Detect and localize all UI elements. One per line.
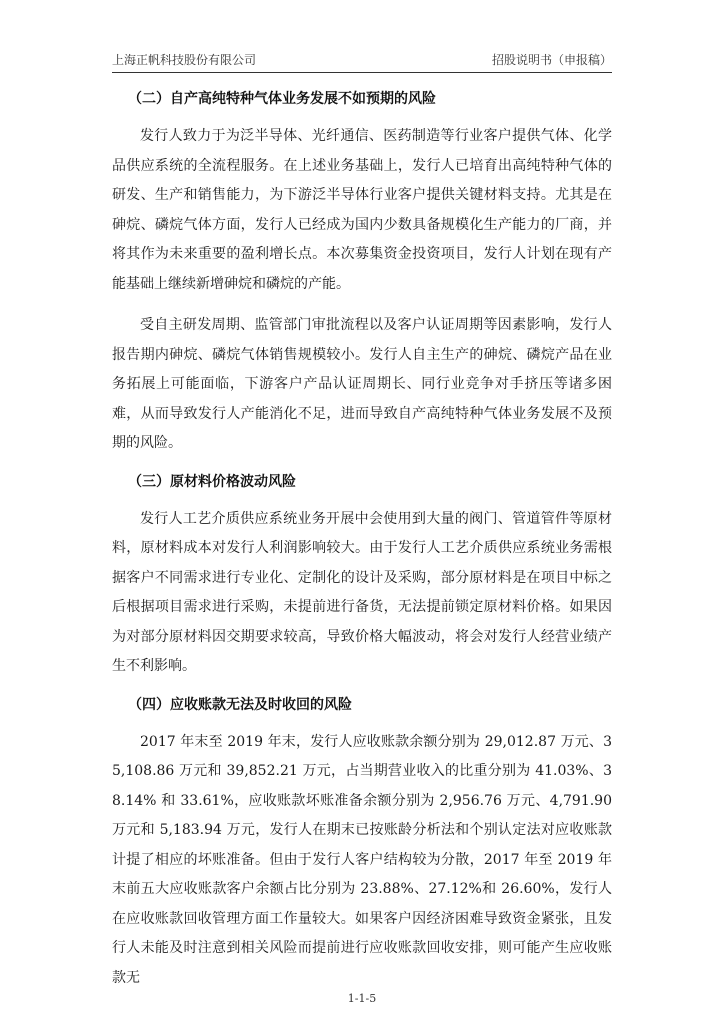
paragraph: 发行人工艺介质供应系统业务开展中会使用到大量的阀门、管道管件等原材料，原材料成本对发行人利润影响较大。由于发行人工艺介质供应系统业务需根据客户不同需求进行专业化、定制化的设计及采购，部分原材料是在项目中标之后根据项目需求进行采购，未提前进行备货，无法提前锁定原材料价格。如果因为对部分原材料因交期要求较高，导致价格大幅波动，将会对发行人经营业绩产生不利影响。 (112, 510, 612, 674)
section-heading: （四）应收账款无法及时收回的风险 (128, 696, 352, 713)
section-material-price-risk (112, 471, 612, 682)
section-product-risk (112, 88, 612, 459)
page-number: 1-1-5 (347, 992, 377, 1005)
paragraph: 发行人致力于为泛半导体、光纤通信、医药制造等行业客户提供气体、化学品供应系统的全流程服务。在上述业务基础上，发行人已培育出高纯特种气体的研发、生产和销售能力，为下游泛半导体行业客户提供关键材料支持。尤其是在砷烷、磷烷气体方面，发行人已经成为国内少数具备规模化生产能力的厂商，并将其作为未来重要的盈利增长点。本次募集资金投资项目，发行人计划在现有产能基础上继续新增砷烷和磷烷的产能。 (112, 128, 612, 292)
header-document-type: 招股说明书（申报稿） (491, 53, 612, 67)
document-body (112, 88, 612, 1005)
section-receivables-risk (112, 694, 612, 994)
paragraph: 受自主研发周期、监管部门审批流程以及客户认证周期等因素影响，发行人报告期内砷烷、磷烷气体销售规模较小。发行人自主生产的砷烷、磷烷产品在业务拓展上可能面临，下游客户产品认证周期长、同行业竞争对手挤压等诸多困难，从而导致发行人产能消化不足，进而导致自产高纯特种气体业务发展不及预期的风险。 (112, 317, 612, 451)
paragraph: 2017 年末至 2019 年末，发行人应收账款余额分别为 29,012.87 万元、35,108.86 万元和 39,852.21 万元，占当期营业收入的比重分别为 41.03%、38.14% 和 33.61%，应收账款坏账准备余额分别为 2,956.76 万元、4,791.90 万元和 5,183.94 万元，发行人在期末已按账龄分析法和个别认定法对应收账款计提了相应的坏账准备。但由于发行人客户结构较为分散，2017 年至 2019 年末前五大应收账款客户余额占比分别为 23.88%、27.12%和 26.60%，发行人在应收账款回收管理方面工作量较大。如果客户因经济困难导致资金紧张，且发行人未能及时注意到相关风险而提前进行应收账款回收安排，则可能产生应收账款无 (112, 733, 612, 986)
section-heading: （三）原材料价格波动风险 (128, 473, 296, 490)
page-header (112, 50, 612, 73)
section-heading: （二）自产高纯特种气体业务发展不如预期的风险 (128, 91, 436, 107)
header-company-name: 上海正帆科技股份有限公司 (112, 53, 257, 67)
